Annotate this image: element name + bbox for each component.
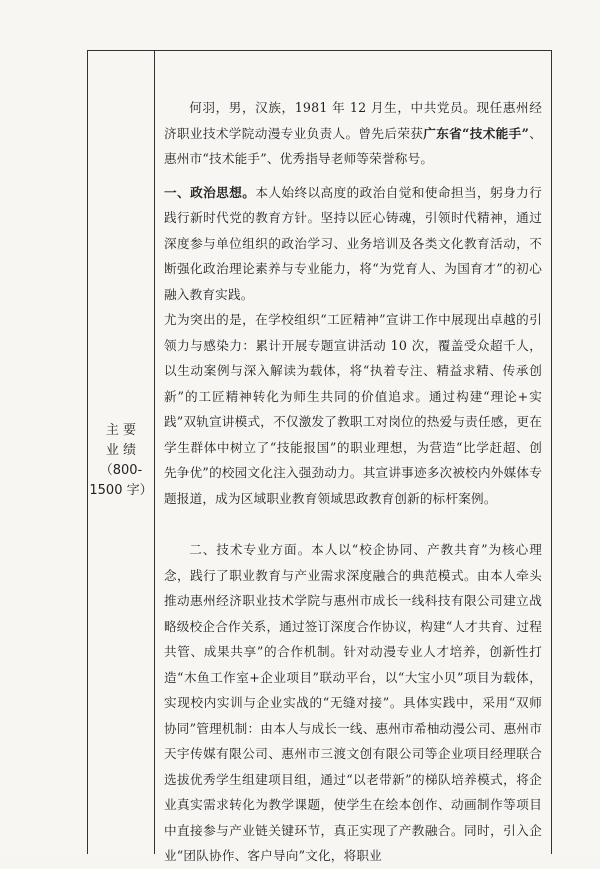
achievements-content xyxy=(164,95,542,869)
row-label-main-achievements xyxy=(88,421,154,501)
label-line-1: 主 要 xyxy=(105,423,137,438)
section1-heading: 一、政治思想。 xyxy=(164,184,256,200)
label-line-2: 业 绩 xyxy=(105,443,137,458)
intro-bold-award: 广东省“技术能手” xyxy=(423,125,530,141)
section2-text: 二、技术专业方面。本人以“校企协同、产教共育”为核心理念，践行了职业教育与产业需求深度融合的典范模式。由本人牵头推动惠州经济职业技术学院与惠州市成长一线科技有限公司建立战略级校企合作关系，通过签订深度合作协议，构建“人才共育、过程共管、成果共享”的合作机制。针对动漫专业人才培养，创新性打造“木鱼工作室+企业项目”联动平台，以“大宝小贝”项目为载体，实现校内实训与企业实战的“无缝对接”。具体实践中，采用“双师协同”管理机制：由本人与成长一线、惠州市希柚动漫公司、惠州市天宇传媒有限公司、惠州市三渡文创有限公司等企业项目经理联合选拔优秀学生组建项目组，通过“以老带新”的梯队培养模式，将企业真实需求转化为教学课题，使学生在绘本创作、动画制作等项目中直接参与产业链关键环节，真正实现了产教融合。同时，引入企业“团队协作、客户导向”文化，将职业 xyxy=(164,542,542,863)
section2-paragraph xyxy=(164,537,542,869)
intro-paragraph xyxy=(164,95,542,172)
intro-text-before: 何羽，男，汉族，1981 年 12 月生，中共党员。现任惠州经济职业技术学院动漫专业负责人。曾先后荣获 xyxy=(164,100,542,141)
section1-paragraph xyxy=(164,180,542,308)
section1-paragraph-2 xyxy=(164,307,542,511)
intro-text-after: 、惠州市“技术能手”、优秀指导老师等荣誉称号。 xyxy=(164,125,543,166)
column-divider xyxy=(154,51,155,854)
label-line-3: （800- xyxy=(99,463,143,478)
label-line-4: 1500 字） xyxy=(89,483,153,498)
section1-body-2: 尤为突出的是，在学校组织“工匠精神”宣讲工作中展现出卓越的引领力与感染力：累计开展专题宣讲活动 10 次，覆盖受众超千人，以生动案例与深入解读为载体，将“执着专注、精益求精、传承创新”的工匠精神转化为师生共同的价值追求。通过构建“理论+实践”双轨宣讲模式，不仅激发了教职工对岗位的热爱与责任感，更在学生群体中树立了“技能报国”的职业理想，为营造“比学赶超、创先争优”的校园文化注入强劲动力。其宣讲事迹多次被校内外媒体专题报道，成为区域职业教育领域思政教育创新的标杆案例。 xyxy=(164,312,542,506)
section1-body: 本人始终以高度的政治自觉和使命担当，躬身力行践行新时代党的教育方针。坚持以匠心铸魂，引领时代精神，通过深度参与单位组织的政治学习、业务培训及各类文化教育活动，不断强化政治理论素养与专业能力，将“为党育人、为国育才”的初心融入教育实践。 xyxy=(164,184,543,302)
form-table xyxy=(87,50,552,863)
